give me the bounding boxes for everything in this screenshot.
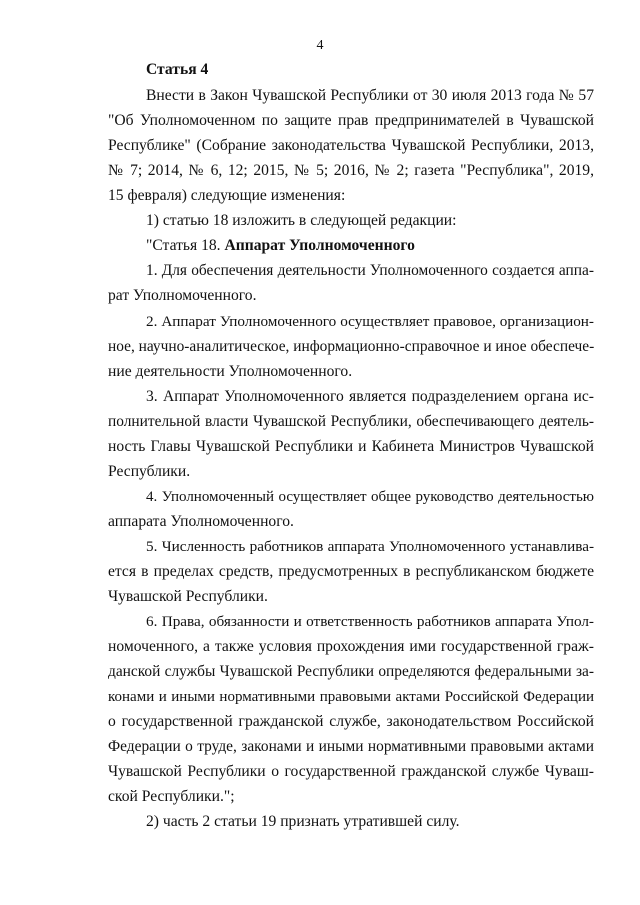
article-heading: Статья 4 (146, 61, 209, 78)
text-line: 2) часть 2 статьи 19 признать утратившей силу. (146, 813, 460, 830)
text-line: Внести в Закон Чувашской Республики от 30 июля 2013 года № 57 (146, 87, 594, 104)
text-line: Федерации о труде, законами и иными нормативными правовыми актами (108, 738, 594, 755)
text-line: Чувашской Республики. (108, 588, 268, 605)
article-18-title: Аппарат Уполномоченного (224, 237, 415, 254)
article-18-prefix: "Статья 18. (146, 237, 225, 254)
article-18-heading (146, 236, 632, 256)
page-number: 4 (316, 38, 324, 53)
text-line: № 7; 2014, № 6, 12; 2015, № 5; 2016, № 2; газета "Республика", 2019, (108, 162, 594, 179)
text-line: 15 февраля) следующие изменения: (108, 187, 346, 204)
text-line: Республики. (108, 463, 191, 480)
text-line: ской Республики."; (108, 788, 235, 805)
text-line: Чувашской Республики о государственной гражданской службе Чуваш- (108, 763, 594, 780)
text-line: рат Уполномоченного. (108, 287, 257, 304)
text-line: 1. Для обеспечения деятельности Уполномоченного создается аппа- (146, 262, 594, 279)
text-line: номоченного, а также условия прохождения ими государственной граж- (108, 638, 594, 655)
text-line: 1) статью 18 изложить в следующей редакции: (146, 212, 457, 229)
text-line: ние деятельности Уполномоченного. (108, 363, 353, 380)
text-line: ность Главы Чувашской Республики и Кабинета Министров Чувашской (108, 438, 594, 455)
text-line: 3. Аппарат Уполномоченного является подразделением органа ис- (146, 388, 594, 405)
text-line: "Об Уполномоченном по защите прав предпринимателей в Чувашской (108, 112, 594, 129)
text-line: полнительной власти Чувашской Республики, обеспечивающего деятель- (108, 413, 594, 430)
text-line: аппарата Уполномоченного. (108, 513, 294, 530)
text-line: 6. Права, обязанности и ответственность работников аппарата Упол- (146, 613, 594, 630)
text-line: ется в пределах средств, предусмотренных в республиканском бюджете (108, 563, 594, 580)
text-line: Республике" (Собрание законодательства Чувашской Республики, 2013, (108, 137, 594, 154)
text-line: о государственной гражданской службе, законодательством Российской (108, 713, 594, 730)
text-line: 5. Численность работников аппарата Уполномоченного устанавлива- (146, 538, 594, 555)
text-line: конами и иными нормативными правовыми актами Российской Федерации (108, 689, 594, 705)
text-line: 2. Аппарат Уполномоченного осуществляет правовое, организацион- (146, 313, 594, 330)
text-line: данской службы Чувашской Республики определяются федеральными за- (108, 663, 594, 680)
text-line: ное, научно-аналитическое, информационно-справочное и иное обеспече- (108, 338, 595, 355)
text-line: 4. Уполномоченный осуществляет общее руководство деятельностью (146, 489, 594, 505)
